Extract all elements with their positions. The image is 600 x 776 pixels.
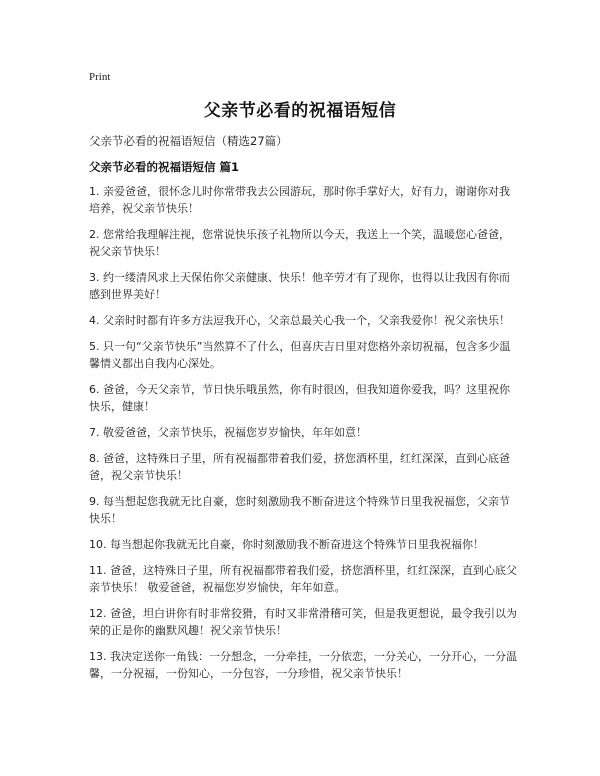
- list-item: 12. 爸爸，坦白讲你有时非常狡猾，有时又非常滑稽可笑，但是我更想说，最令我引以为荣的正是你的幽默风趣！祝父亲节快乐！: [89, 607, 517, 637]
- page-title: 父亲节必看的祝福语短信: [203, 101, 397, 121]
- list-item: 8. 爸爸，这特殊日子里，所有祝福都带着我们爱，挤您酒杯里，红红深深，直到心底爸爸，祝父亲节快乐！: [89, 452, 510, 482]
- print-link[interactable]: Print: [89, 71, 111, 83]
- list-item: 9. 每当想起您我就无比自豪，您时刻激励我不断奋进这个特殊节日里我祝福您，父亲节快乐！: [89, 495, 510, 525]
- list-item: 13. 我决定送你一角钱：一分想念，一分牵挂，一分依恋，一分关心，一分开心，一分温馨，一分祝福，一份知心，一分包容，一分珍惜，祝父亲节快乐！: [89, 650, 517, 680]
- list-item: 10. 每当想起你我就无比自豪，你时刻激励我不断奋进这个特殊节日里我祝福你！: [89, 538, 484, 551]
- list-item: 11. 爸爸，这特殊日子里，所有祝福都带着我们爱，挤您酒杯里，红红深深，直到心底父亲节快乐！ 敬爱爸爸，祝福您岁岁愉快，年年如意。: [89, 564, 517, 594]
- list-item: 5. 只一句“父亲节快乐”当然算不了什么，但喜庆吉日里对您格外亲切祝福，包含多少温馨情义都出自我内心深处。: [89, 340, 511, 370]
- list-item: 1. 亲爱爸爸，很怀念儿时你常带我去公园游玩，那时你手掌好大，好有力，谢谢你对我培养，祝父亲节快乐！: [89, 185, 510, 215]
- list-item: 3. 约一缕清风求上天保佑你父亲健康、快乐！他辛劳才有了现你，也得以让我因有你而感到世界美好！: [89, 271, 510, 301]
- document-subtitle: 父亲节必看的祝福语短信（精选27篇）: [89, 134, 288, 148]
- section-heading: 父亲节必看的祝福语短信 篇1: [89, 160, 240, 174]
- blessing-list: [89, 183, 519, 691]
- list-item: 6. 爸爸，今天父亲节，节日快乐哦虽然，你有时很凶，但我知道你爱我，吗？这里祝你快乐，健康！: [89, 383, 510, 413]
- list-item: 7. 敬爱爸爸，父亲节快乐，祝福您岁岁愉快，年年如意！: [89, 426, 367, 439]
- list-item: 2. 您常给我理解注视，您常说快乐孩子礼物所以今天，我送上一个笑，温暖您心爸爸，祝父亲节快乐！: [89, 228, 510, 258]
- list-item: 4. 父亲时时都有许多方法逗我开心，父亲总最关心我一个，父亲我爱你！祝父亲快乐！: [89, 314, 510, 327]
